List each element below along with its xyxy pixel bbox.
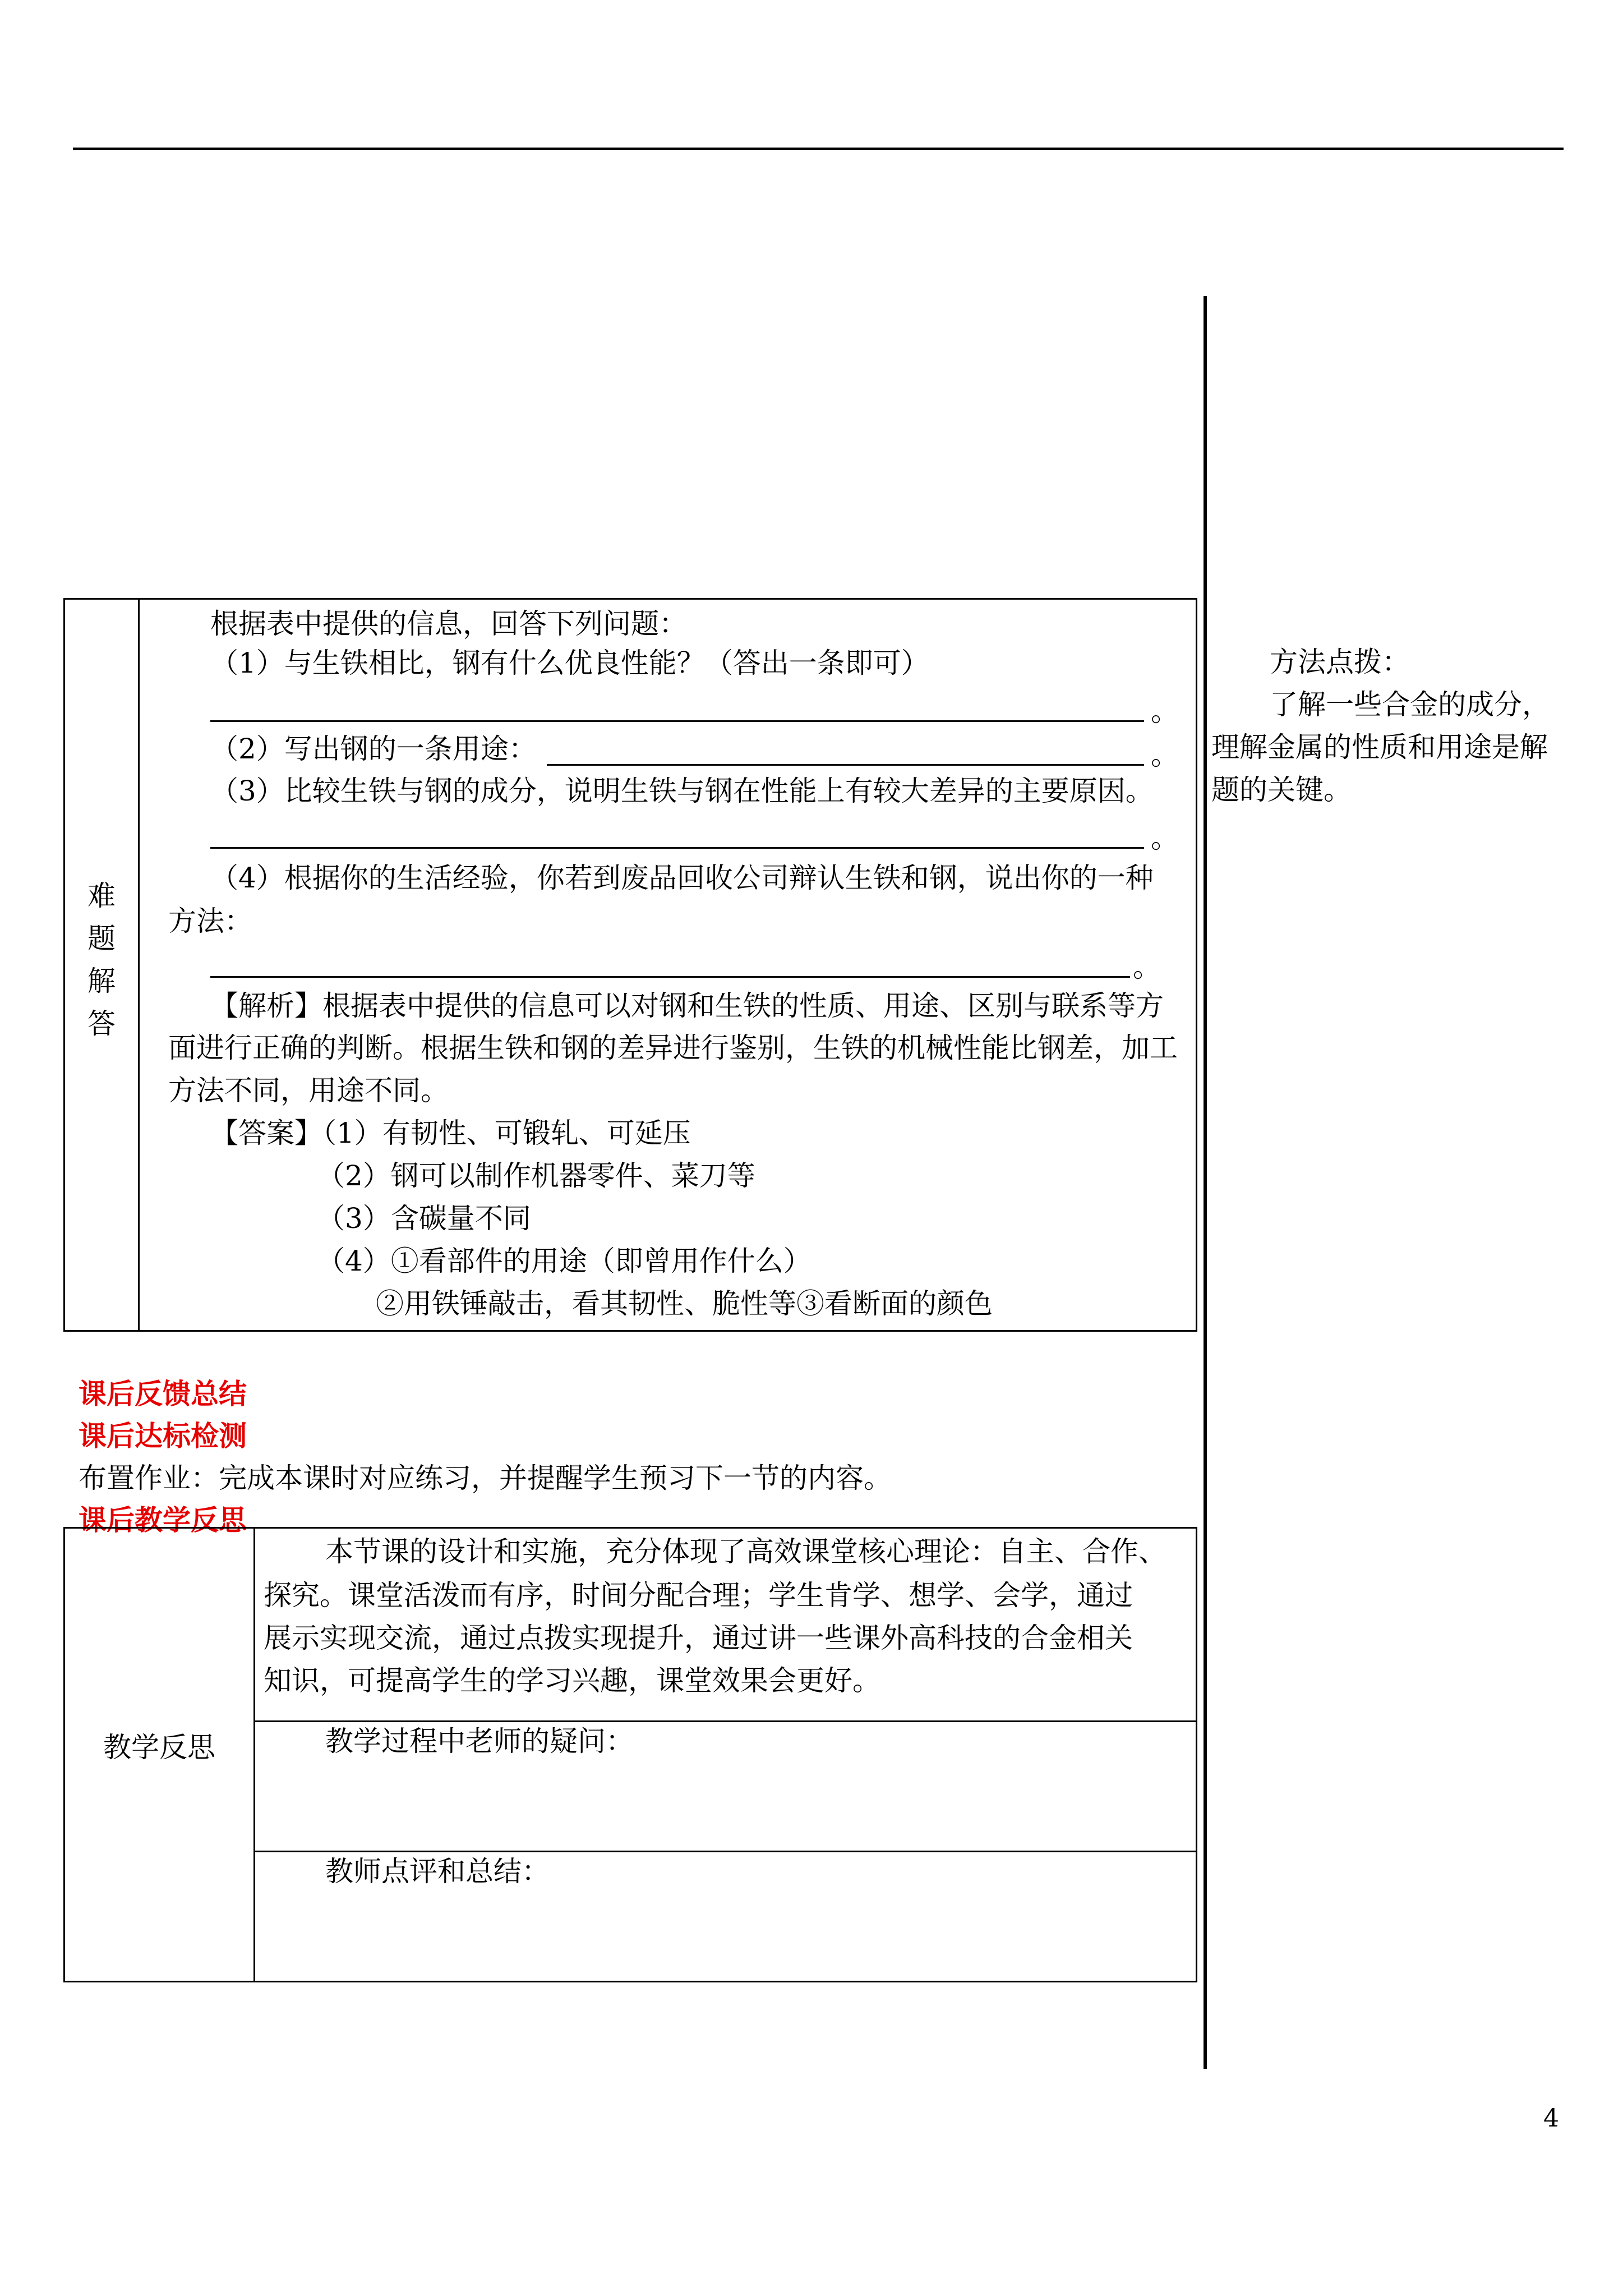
side-note-line-2: 理解金属的性质和用途是解: [1211, 731, 1548, 763]
teacher-summary-label: 教师点评和总结：: [325, 1855, 550, 1888]
answer-line-1: 【答案】（1）有韧性、可锻轧、可延压: [210, 1117, 691, 1149]
heading-feedback-summary: 课后反馈总结: [79, 1377, 247, 1410]
answer-blank-4[interactable]: [210, 976, 1130, 978]
question-2: （2）写出钢的一条用途：: [210, 733, 537, 765]
question-3: （3）比较生铁与钢的成分，说明生铁与钢在性能上有较大差异的主要原因。: [210, 775, 1154, 807]
question-4-line-1: （4）根据你的生活经验，你若到废品回收公司辩认生铁和钢，说出你的一种: [210, 862, 1154, 894]
heading-standard-check: 课后达标检测: [79, 1419, 247, 1452]
reflection-text-line-4: 知识，可提高学生的学习兴趣，课堂效果会更好。: [264, 1664, 880, 1697]
reflection-text-line-3: 展示实现交流，通过点拨实现提升，通过讲一些课外高科技的合金相关: [264, 1622, 1133, 1654]
answer-blank-1[interactable]: [210, 720, 1144, 722]
question-1: （1）与生铁相比，钢有什么优良性能？（答出一条即可）: [210, 647, 929, 679]
reflection-label: 教学反思: [103, 1731, 215, 1764]
problem-intro: 根据表中提供的信息，回答下列问题：: [210, 608, 687, 640]
period-4: 。: [1133, 951, 1161, 983]
answer-line-4: （4）①看部件的用途（即曾用作什么）: [317, 1245, 811, 1277]
reflection-row-divider-1: [253, 1720, 1196, 1722]
side-note-line-3: 题的关键。: [1211, 774, 1352, 806]
analysis-line-1: 【解析】根据表中提供的信息可以对钢和生铁的性质、用途、区别与联系等方: [210, 990, 1164, 1022]
difficult-problem-box: [63, 598, 1197, 1332]
reflection-text-line-2: 探究。课堂活泼而有序，时间分配合理；学生肯学、想学、会学，通过: [264, 1579, 1133, 1612]
homework-assignment: 布置作业：完成本课时对应练习，并提醒学生预习下一节的内容。: [79, 1462, 892, 1494]
period-1: 。: [1151, 695, 1179, 728]
margin-column-rule: [1204, 296, 1207, 2069]
answer-line-3: （3）含碳量不同: [317, 1202, 531, 1235]
answer-line-2: （2）钢可以制作机器零件、菜刀等: [317, 1159, 755, 1192]
period-2: 。: [1151, 739, 1179, 771]
teacher-questions-label: 教学过程中老师的疑问：: [325, 1725, 634, 1757]
answer-blank-3[interactable]: [210, 847, 1144, 849]
reflection-label-cell: [65, 1529, 255, 1981]
header-rule: [73, 148, 1564, 150]
period-3: 。: [1151, 822, 1179, 854]
analysis-line-3: 方法不同，用途不同。: [168, 1074, 449, 1107]
question-4-line-2: 方法：: [168, 905, 252, 937]
difficult-problem-label: 难 题 解 答: [87, 880, 116, 1040]
page-number: 4: [1543, 2104, 1559, 2133]
reflection-row-divider-2: [253, 1851, 1196, 1852]
analysis-line-2: 面进行正确的判断。根据生铁和钢的差异进行鉴别，生铁的机械性能比钢差，加工: [168, 1032, 1178, 1064]
side-note-title: 方法点拨：: [1270, 646, 1410, 678]
heading-teaching-reflection: 课后教学反思: [79, 1503, 247, 1536]
answer-blank-2[interactable]: [547, 764, 1144, 766]
side-note-line-1: 了解一些合金的成分，: [1270, 688, 1550, 721]
reflection-text-line-1: 本节课的设计和实施，充分体现了高效课堂核心理论：自主、合作、: [325, 1535, 1166, 1568]
answer-line-5: ②用铁锤敲击，看其韧性、脆性等③看断面的颜色: [376, 1287, 993, 1320]
difficult-problem-label-cell: [65, 600, 140, 1330]
